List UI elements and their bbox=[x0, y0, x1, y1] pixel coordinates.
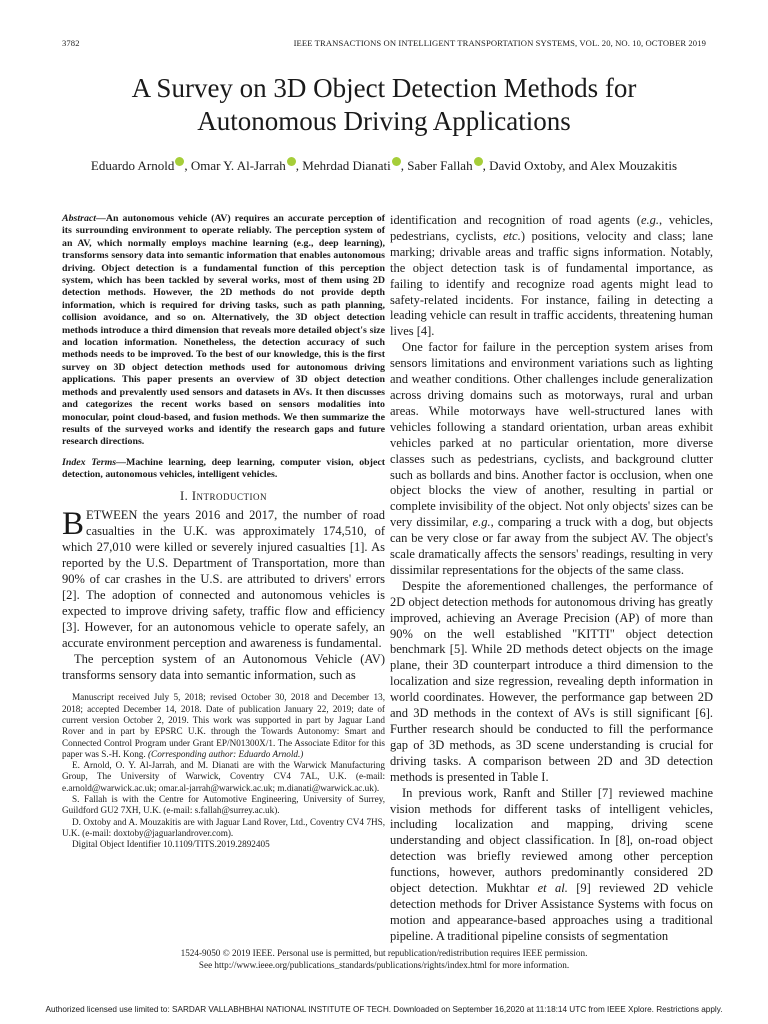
orcid-icon[interactable] bbox=[474, 157, 483, 166]
abstract-text: An autonomous vehicle (AV) requires an accurate perception of its surrounding environment to operate reliably. The perception system of an AV, which normally employs machine learning (e.g., deep learning), transforms sensory data into semantic information that enables autonomous driving. Object detection is a fundamental function of this perception system, which has been tackled by several works, most of them using 2D detection methods. However, the 2D methods do not provide depth information, which is required for driving tasks, such as path planning, collision avoidance, and so on. Alternatively, the 3D object detection methods introduce a third dimension that reveals more detailed object's size and location information. Nonetheless, the detection accuracy of such methods needs to be improved. To the best of our knowledge, this is the first survey on 3D object detection methods used for autonomous driving applications. This paper presents an overview of 3D object detection methods and prevalently used sensors and datasets in AVs. It then discusses and categorizes the recent works based on sensors modalities into monocular, point cloud-based, and fusion methods. We then summarize the results of the surveyed works and identify the research gaps and future research directions. bbox=[62, 213, 385, 448]
orcid-icon[interactable] bbox=[392, 157, 401, 166]
section-heading: I. Introduction bbox=[179, 488, 268, 503]
intro-paragraph-1 bbox=[62, 508, 385, 651]
text-span-italic: etc. bbox=[503, 228, 521, 243]
corresponding-author: (Corresponding author: Eduardo Arnold.) bbox=[148, 748, 304, 759]
paper-title bbox=[40, 72, 728, 138]
index-terms-text: Machine learning, deep learning, computer vision, object detection, autonomous vehicles, intelligent vehicles. bbox=[62, 456, 386, 481]
title-line-1: A Survey on 3D Object Detection Methods for bbox=[131, 73, 637, 103]
authorized-use-notice: Authorized licensed use limited to: SARDAR VALLABHBHAI NATIONAL INSTITUTE OF TECH. Downloaded on September 16,2020 at 11:18:14 UTC from IEEE Xplore. Restrictions apply. bbox=[45, 1005, 723, 1014]
footnote-manuscript-text: Manuscript received July 5, 2018; revised October 30, 2018 and December 13, 2018; accepted December 14, 2018. Date of publication January 22, 2019; date of current version October 2, 2019. This work was supported in part by Jaguar Land Rover and in part by EPSRC U.K. through the Towards Autonomy: Smart and Connected Control Program under Grant EP/N01300X/1. The Associate Editor for this paper was S.-H. Kong. bbox=[62, 692, 385, 759]
right-paragraph-3: Despite the aforementioned challenges, the performance of 2D object detection methods for autonomous driving has greatly improved, achieving an Average Precision (AP) of more than 90% on the well established "KITTI" object detection benchmark [5]. While 2D methods detect objects on the image plane, their 3D counterpart introduce a third dimension to the localization and size regression, revealing depth information in world coordinates. However, the performance gap between 2D and 3D methods in the context of AVs is still significant [6]. Further research should be conducted to fill the performance gap of 3D methods, as 3D scene understanding is crucial for driving tasks. A comparison between 2D and 3D detection methods is presented in Table I. bbox=[390, 578, 713, 784]
drop-cap: B bbox=[62, 506, 85, 543]
author-2: , Omar Y. Al-Jarrah bbox=[184, 158, 286, 173]
copyright-line-1: 1524-9050 © 2019 IEEE. Personal use is permitted, but republication/redistribution requires IEEE permission. bbox=[180, 948, 588, 958]
left-column bbox=[62, 213, 385, 851]
text-span-italic: e.g. bbox=[640, 213, 660, 227]
text-span: In previous work, Ranft and Stiller [7] reviewed machine vision methods for different tasks of intelligent vehicles, including localization and mapping, driving scene understanding and object classification. In [8], on-road object detection was briefly reviewed among other perception functions, however, authors predominantly considered 2D object detection. Mukhtar bbox=[390, 785, 713, 896]
copyright-notice bbox=[100, 948, 668, 971]
page-number: 3782 bbox=[62, 38, 80, 48]
index-terms-label: Index Terms— bbox=[62, 456, 127, 468]
right-paragraph-1 bbox=[390, 213, 713, 340]
text-span: One factor for failure in the perception system arises from sensors limitations and environment variations such as lighting and weather conditions. Other challenges include generalization across driving domains such as motorways, rural and urban areas. While motorways have well-structured lanes with vehicles following a standard orientation, urban areas exhibit vehicles parked at no particular orientation, more diverse classes such as pedestrians, cyclists, and background clutter such as bollards and bins. Another factor is occlusion, when one object blocks the view of another, resulting in partial or complete invisibility of the object. Not only objects' sizes can be very dissimilar, bbox=[390, 340, 713, 530]
text-span: identification and recognition of road agents ( bbox=[390, 213, 641, 227]
footnote-manuscript bbox=[62, 692, 385, 760]
journal-header: IEEE TRANSACTIONS ON INTELLIGENT TRANSPORTATION SYSTEMS, VOL. 20, NO. 10, OCTOBER 2019 bbox=[293, 38, 706, 48]
footnote-doi: Digital Object Identifier 10.1109/TITS.2019.2892405 bbox=[72, 839, 270, 850]
orcid-icon[interactable] bbox=[175, 157, 184, 166]
abstract bbox=[62, 213, 385, 449]
right-paragraph-2 bbox=[390, 340, 713, 579]
author-4: , Saber Fallah bbox=[400, 158, 473, 173]
orcid-icon[interactable] bbox=[287, 157, 296, 166]
intro-paragraph-1-text: ETWEEN the years 2016 and 2017, the number of road casualties in the U.K. was approximately 174,510, of which 27,010 were killed or severely injured casualties [1]. As reported by the U.S. Department of Transportation, more than 90% of car crashes in the U.S. are attributed to drivers' errors [2]. The adoption of connected and autonomous vehicles is expected to improve driving safety, traffic flow and efficiency [3]. However, for an autonomous vehicle to operate safely, an accurate environment perception and awareness is fundamental. bbox=[62, 508, 385, 650]
footnote-affiliation-3: D. Oxtoby and A. Mouzakitis are with Jaguar Land Rover, Ltd., Coventry CV4 7HS, U.K. (e-mail: doxtoby@jaguarlandrover.com). bbox=[62, 816, 385, 838]
text-span: [9] reviewed 2D vehicle detection methods for Driver Assistance Systems with focus on motion and appearance-based approaches using a traditional pipeline. A traditional pipeline consists of segmentation bbox=[390, 881, 714, 943]
intro-paragraph-2: The perception system of an Autonomous Vehicle (AV) transforms sensory data into semantic information, such as bbox=[62, 651, 385, 682]
text-span: , vehicles, pedestrians, cyclists, bbox=[390, 213, 713, 243]
index-terms bbox=[62, 457, 385, 482]
right-paragraph-4 bbox=[390, 786, 713, 945]
text-span-italic: et al. bbox=[537, 881, 568, 896]
footnotes bbox=[62, 692, 385, 850]
text-span: , comparing a truck with a dog, but objects can be very close or far away from the subject AV. The object's scale dramatically affects the sensors' readings, resulting in very dissimilar representations for the objects of the same class. bbox=[390, 515, 713, 577]
author-1: Eduardo Arnold bbox=[90, 158, 175, 173]
footnote-affiliation-1: E. Arnold, O. Y. Al-Jarrah, and M. Dianati are with the Warwick Manufacturing Group, The University of Warwick, Coventry CV4 7AL, U.K. (e-mail: e.arnold@warwick.ac.uk; omar.al-jarrah@warwick.ac.uk; m.dianati@warwick.ac.uk). bbox=[62, 760, 385, 793]
right-column bbox=[390, 213, 713, 945]
abstract-label: Abstract— bbox=[62, 213, 106, 224]
text-span-italic: e.g. bbox=[472, 515, 491, 530]
author-3: , Mehrdad Dianati bbox=[295, 158, 391, 173]
author-list bbox=[40, 157, 728, 174]
footnote-affiliation-2: S. Fallah is with the Centre for Automotive Engineering, University of Surrey, Guildford GU2 7XH, U.K. (e-mail: s.fallah@surrey.ac.uk). bbox=[62, 794, 385, 816]
title-line-2: Autonomous Driving Applications bbox=[197, 106, 571, 136]
author-5: , David Oxtoby, and Alex Mouzakitis bbox=[482, 158, 678, 173]
text-span: ) positions, velocity and class; lane marking; drivable areas and traffic signs information. Notably, the object detection task is of fundamental importance, as failing to identify and recognize road agents might lead to safety-related incidents. For instance, failing in detecting a leading vehicle can result in traffic accidents, threatening human lives [4]. bbox=[390, 228, 714, 339]
copyright-line-2: See http://www.ieee.org/publications_standards/publications/rights/index.html for more information. bbox=[198, 959, 570, 970]
